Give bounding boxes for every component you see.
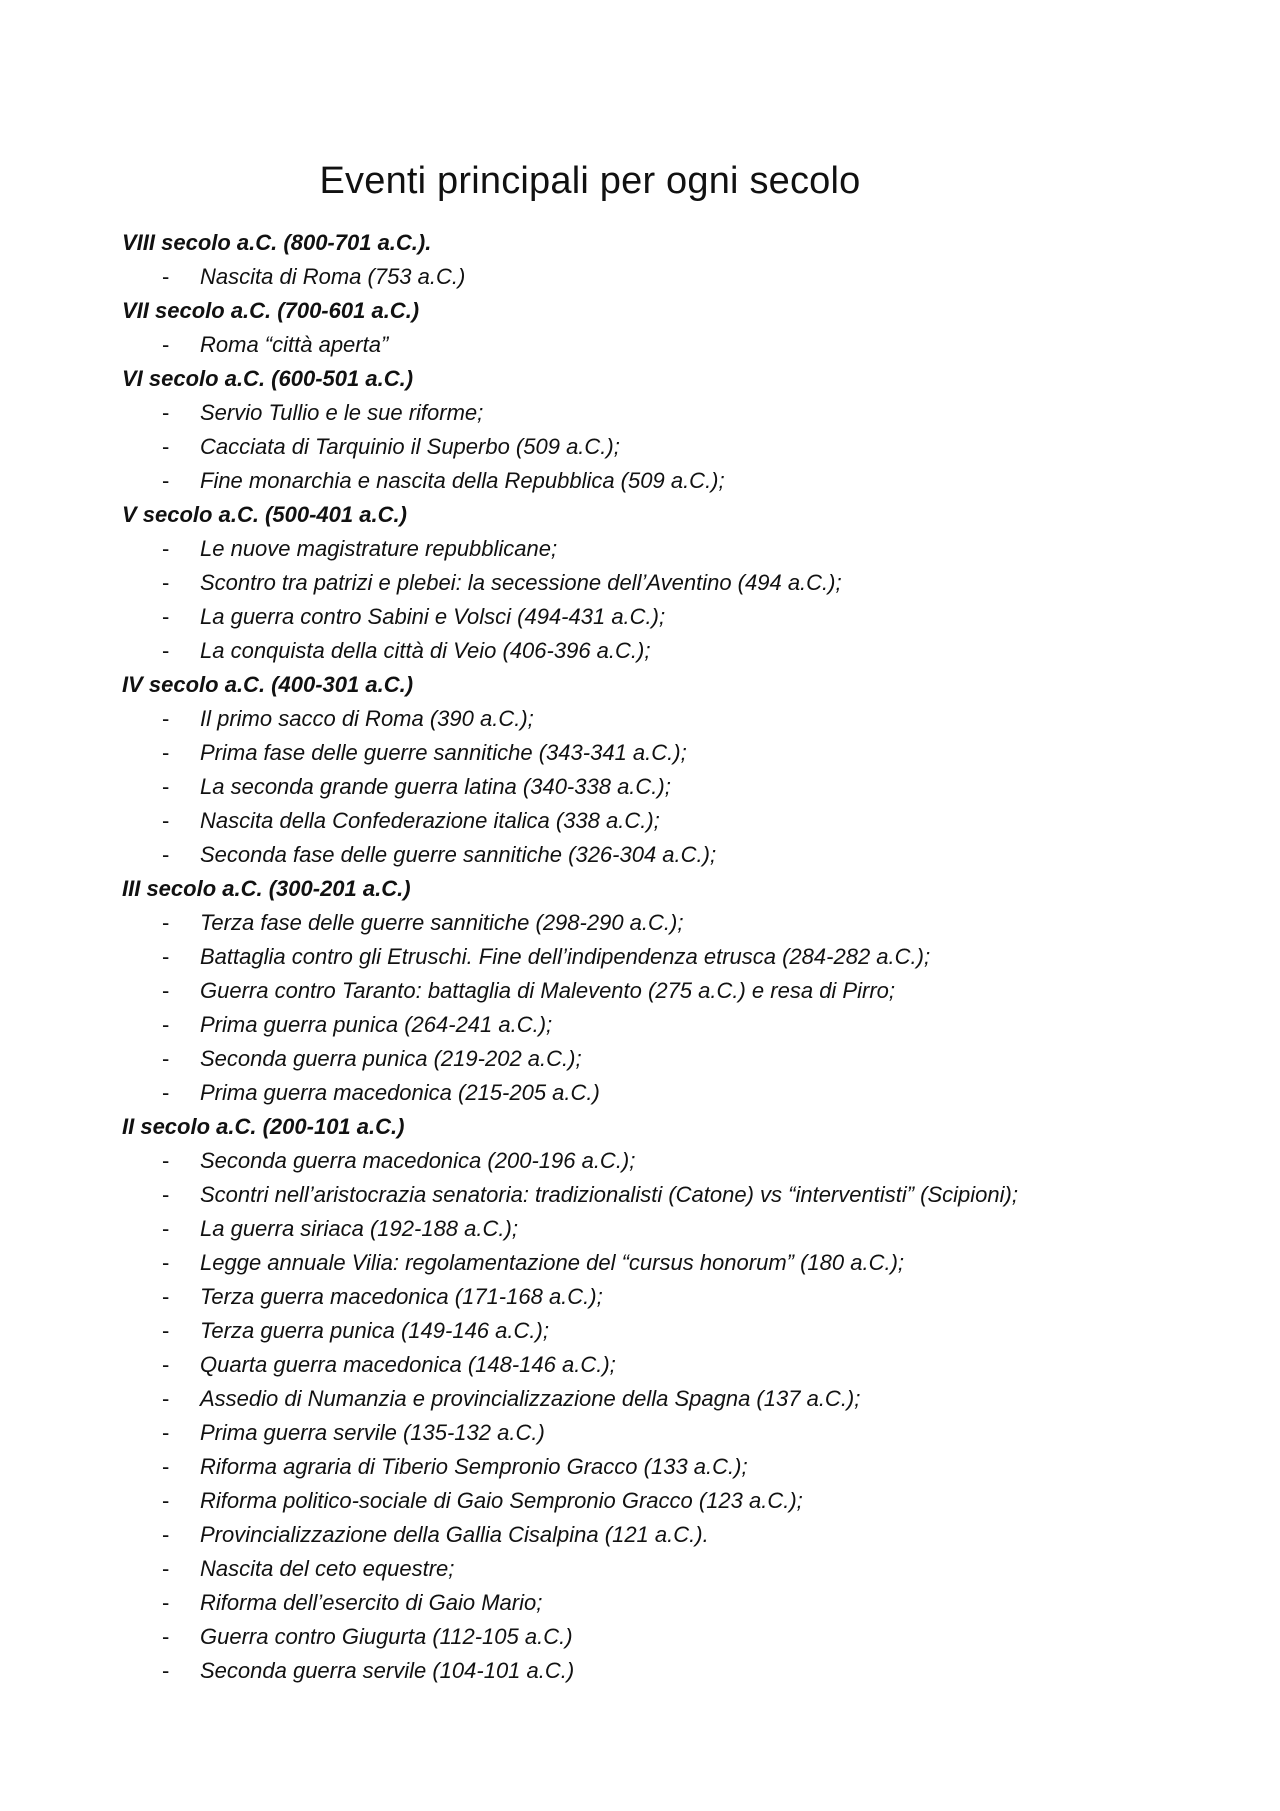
event-item	[122, 1484, 1202, 1518]
event-text: Seconda guerra punica (219-202 a.C.);	[200, 1046, 582, 1071]
event-item	[122, 1008, 1202, 1042]
event-item	[122, 1280, 1202, 1314]
event-text: Prima guerra servile (135-132 a.C.)	[200, 1420, 545, 1445]
bullet-dash: -	[162, 536, 170, 561]
event-item	[122, 430, 1202, 464]
bullet-dash: -	[162, 774, 170, 799]
event-item	[122, 1178, 1202, 1212]
event-text: La guerra siriaca (192-188 a.C.);	[200, 1216, 518, 1241]
event-item	[122, 1654, 1202, 1688]
event-item	[122, 600, 1202, 634]
event-list	[122, 260, 1202, 294]
event-text: Riforma politico-sociale di Gaio Sempronio Gracco (123 a.C.);	[200, 1488, 803, 1513]
bullet-dash: -	[162, 1046, 170, 1071]
event-list	[122, 396, 1202, 498]
event-list	[122, 1144, 1202, 1688]
event-item	[122, 260, 1202, 294]
event-item	[122, 1314, 1202, 1348]
event-item	[122, 634, 1202, 668]
event-item	[122, 1620, 1202, 1654]
bullet-dash: -	[162, 1250, 170, 1275]
event-item	[122, 396, 1202, 430]
event-item	[122, 1076, 1202, 1110]
event-text: Nascita del ceto equestre;	[200, 1556, 455, 1581]
event-item	[122, 736, 1202, 770]
event-text: La guerra contro Sabini e Volsci (494-431 a.C.);	[200, 604, 666, 629]
bullet-dash: -	[162, 332, 170, 357]
event-text: Il primo sacco di Roma (390 a.C.);	[200, 706, 534, 731]
event-item	[122, 702, 1202, 736]
event-item	[122, 974, 1202, 1008]
event-item	[122, 1144, 1202, 1178]
bullet-dash: -	[162, 910, 170, 935]
event-text: Prima guerra punica (264-241 a.C.);	[200, 1012, 553, 1037]
event-item	[122, 1552, 1202, 1586]
event-text: Prima fase delle guerre sannitiche (343-341 a.C.);	[200, 740, 687, 765]
event-text: Assedio di Numanzia e provincializzazione della Spagna (137 a.C.);	[200, 1386, 861, 1411]
event-text: Quarta guerra macedonica (148-146 a.C.);	[200, 1352, 616, 1377]
event-item	[122, 1212, 1202, 1246]
event-list	[122, 328, 1202, 362]
bullet-dash: -	[162, 1420, 170, 1445]
bullet-dash: -	[162, 1148, 170, 1173]
event-text: Scontro tra patrizi e plebei: la secessione dell’Aventino (494 a.C.);	[200, 570, 842, 595]
event-text: Cacciata di Tarquinio il Superbo (509 a.C.);	[200, 434, 620, 459]
event-text: Seconda guerra macedonica (200-196 a.C.);	[200, 1148, 636, 1173]
event-text: Roma “città aperta”	[200, 332, 389, 357]
bullet-dash: -	[162, 1624, 170, 1649]
bullet-dash: -	[162, 1216, 170, 1241]
event-text: Servio Tullio e le sue riforme;	[200, 400, 484, 425]
century-heading: VII secolo a.C. (700-601 a.C.)	[122, 298, 420, 323]
event-list	[122, 532, 1202, 668]
event-item	[122, 906, 1202, 940]
event-text: Fine monarchia e nascita della Repubblica (509 a.C.);	[200, 468, 725, 493]
event-text: Legge annuale Vilia: regolamentazione del “cursus honorum” (180 a.C.);	[200, 1250, 905, 1275]
bullet-dash: -	[162, 1080, 170, 1105]
bullet-dash: -	[162, 570, 170, 595]
event-item	[122, 1246, 1202, 1280]
event-text: Nascita della Confederazione italica (338 a.C.);	[200, 808, 660, 833]
event-text: Battaglia contro gli Etruschi. Fine dell’indipendenza etrusca (284-282 a.C.);	[200, 944, 931, 969]
event-text: Guerra contro Taranto: battaglia di Malevento (275 a.C.) e resa di Pirro;	[200, 978, 895, 1003]
event-item	[122, 1518, 1202, 1552]
event-item	[122, 1450, 1202, 1484]
bullet-dash: -	[162, 1012, 170, 1037]
event-list	[122, 906, 1202, 1110]
event-text: Terza fase delle guerre sannitiche (298-290 a.C.);	[200, 910, 684, 935]
event-item	[122, 1416, 1202, 1450]
page-title: Eventi principali per ogni secolo	[319, 160, 861, 202]
document-body	[122, 226, 1202, 1688]
event-text: Prima guerra macedonica (215-205 a.C.)	[200, 1080, 600, 1105]
event-text: Scontri nell’aristocrazia senatoria: tradizionalisti (Catone) vs “interventisti” (Scipioni);	[200, 1182, 1018, 1207]
bullet-dash: -	[162, 1284, 170, 1309]
bullet-dash: -	[162, 1182, 170, 1207]
event-text: La seconda grande guerra latina (340-338 a.C.);	[200, 774, 671, 799]
event-list	[122, 702, 1202, 872]
event-item	[122, 838, 1202, 872]
bullet-dash: -	[162, 808, 170, 833]
century-heading: V secolo a.C. (500-401 a.C.)	[122, 502, 407, 527]
bullet-dash: -	[162, 1352, 170, 1377]
event-text: Terza guerra macedonica (171-168 a.C.);	[200, 1284, 603, 1309]
event-item	[122, 1586, 1202, 1620]
century-heading: VIII secolo a.C. (800-701 a.C.).	[122, 230, 432, 255]
bullet-dash: -	[162, 1658, 170, 1683]
bullet-dash: -	[162, 1454, 170, 1479]
bullet-dash: -	[162, 1522, 170, 1547]
event-text: La conquista della città di Veio (406-396 a.C.);	[200, 638, 651, 663]
bullet-dash: -	[162, 434, 170, 459]
event-text: Terza guerra punica (149-146 a.C.);	[200, 1318, 549, 1343]
bullet-dash: -	[162, 978, 170, 1003]
event-text: Guerra contro Giugurta (112-105 a.C.)	[200, 1624, 573, 1649]
bullet-dash: -	[162, 400, 170, 425]
century-heading: VI secolo a.C. (600-501 a.C.)	[122, 366, 414, 391]
bullet-dash: -	[162, 944, 170, 969]
event-item	[122, 1042, 1202, 1076]
event-text: Nascita di Roma (753 a.C.)	[200, 264, 466, 289]
bullet-dash: -	[162, 1488, 170, 1513]
event-text: Seconda fase delle guerre sannitiche (326-304 a.C.);	[200, 842, 717, 867]
bullet-dash: -	[162, 1318, 170, 1343]
event-item	[122, 328, 1202, 362]
bullet-dash: -	[162, 1386, 170, 1411]
event-text: Seconda guerra servile (104-101 a.C.)	[200, 1658, 575, 1683]
event-text: Provincializzazione della Gallia Cisalpina (121 a.C.).	[200, 1522, 709, 1547]
event-text: Le nuove magistrature repubblicane;	[200, 536, 558, 561]
event-item	[122, 940, 1202, 974]
bullet-dash: -	[162, 604, 170, 629]
century-heading: III secolo a.C. (300-201 a.C.)	[122, 876, 411, 901]
century-heading: II secolo a.C. (200-101 a.C.)	[122, 1114, 405, 1139]
bullet-dash: -	[162, 638, 170, 663]
event-item	[122, 1382, 1202, 1416]
event-item	[122, 804, 1202, 838]
event-item	[122, 532, 1202, 566]
bullet-dash: -	[162, 468, 170, 493]
bullet-dash: -	[162, 1556, 170, 1581]
century-heading: IV secolo a.C. (400-301 a.C.)	[122, 672, 414, 697]
bullet-dash: -	[162, 842, 170, 867]
event-item	[122, 566, 1202, 600]
bullet-dash: -	[162, 1590, 170, 1615]
event-item	[122, 464, 1202, 498]
bullet-dash: -	[162, 706, 170, 731]
bullet-dash: -	[162, 740, 170, 765]
event-item	[122, 770, 1202, 804]
bullet-dash: -	[162, 264, 170, 289]
event-text: Riforma agraria di Tiberio Sempronio Gracco (133 a.C.);	[200, 1454, 748, 1479]
event-text: Riforma dell’esercito di Gaio Mario;	[200, 1590, 543, 1615]
event-item	[122, 1348, 1202, 1382]
